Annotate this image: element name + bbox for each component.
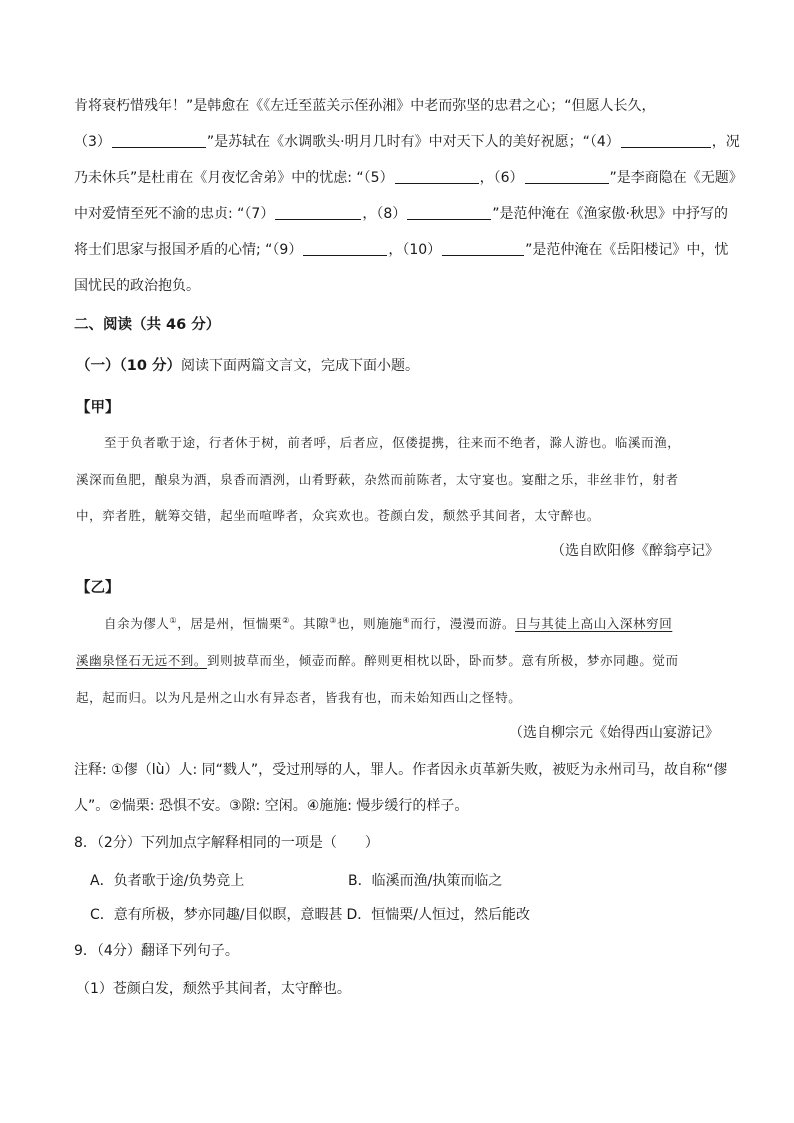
passage-yi-line-3: 起，起而归。以为凡是州之山水有异态者，皆我有也，而未始知西山之怪特。 [76,690,522,705]
option-a[interactable]: A．负者歌于途/负势竞上 [90,873,245,889]
poetry-line-5: 将士们思家与报国矛盾的心情; “（9） ，（10） ”是范仲淹在《岳阳楼记》中，忧 [74,242,729,258]
note-marker-4: ④ [402,615,411,625]
answer-blank-4[interactable] [621,133,711,148]
question-9-sentence-1: （1）苍颜白发，颓然乎其间者，太守醉也。 [76,981,351,997]
passage-jia-label: 【甲】 [76,400,120,416]
underlined-sentence-part-2: 溪幽泉怪石无远不到。 [76,653,208,668]
subsection-heading: （一）（10 分）阅读下面两篇文言文，完成下面小题。 [76,358,419,374]
answer-blank-5[interactable] [395,169,479,184]
poetry-line-1: 肯将衰朽惜残年！”是韩愈在《《左迁至蓝关示侄孙湘》中老而弥坚的忠君之心；“但愿人长久， [74,98,656,114]
poetry-line-4: 中对爱情至死不渝的忠贞: “（7） ，（8） ”是范仲淹在《渔家傲·秋思》中抒写的 [74,206,728,222]
question-9-stem: 9．（4分）翻译下列句子。 [74,943,239,959]
section-title: 二、阅读（共 46 分） [74,317,221,333]
note-marker-2: ② [282,615,290,625]
option-b[interactable]: B．临溪而渔/执策而临之 [348,873,503,889]
note-marker-3: ③ [329,615,337,625]
option-d[interactable]: D．恒惴栗/人恒过，然后能改 [346,907,530,923]
question-8-options-row-1 [90,871,734,891]
passage-yi-line-2: 溪幽泉怪石无远不到。到则披草而坐，倾壶而醉。醉则更相枕以卧，卧而梦。意有所极，梦亦同趣。觉而 [76,653,679,668]
question-8-stem: 8．（2分）下列加点字解释相同的一项是（ ） [74,835,379,851]
passage-yi-line-1: 自余为僇人①，居是州，恒惴栗②。其隙③也，则施施④而行，漫漫而游。日与其徒上高山入深林穷回 [104,615,673,631]
answer-blank-6[interactable] [525,169,609,184]
poetry-line-6: 国忧民的政治抱负。 [74,278,200,294]
answer-blank-7[interactable] [275,205,361,220]
question-8-options-row-2 [90,905,734,925]
passage-yi-source: （选自柳宗元《始得西山宴游记》 [509,725,719,741]
option-c[interactable]: C．意有所极，梦亦同趣/目似瞑，意暇甚 [90,907,343,923]
underlined-sentence-part-1: 日与其徒上高山入深林穷回 [515,616,673,631]
passage-jia-line-1: 至于负者歌于途，行者休于树，前者呼，后者应，伛偻提携，往来而不绝者，滁人游也。临溪而渔， [104,435,681,450]
poetry-line-2: （3） ”是苏轼在《水调歌头·明月几时有》中对天下人的美好祝愿；“（4） ，况 [74,134,740,150]
answer-blank-3[interactable] [112,133,206,148]
notes-line-2: 人”。②惴栗: 恐惧不安。③隙: 空闲。④施施: 慢步缓行的样子。 [74,798,469,814]
passage-jia-line-2: 溪深而鱼肥，酿泉为酒，泉香而酒洌，山肴野蔌，杂然而前陈者，太守宴也。宴酣之乐，非丝非竹，射者 [76,472,679,487]
notes-line-1: 注释: ①僇（lù）人: 同“戮人”，受过刑辱的人，罪人。作者因永贞革新失败，被贬为永州司马，故自称“僇 [74,762,728,778]
answer-blank-10[interactable] [442,241,524,256]
poetry-line-3: 乃未休兵”是杜甫在《月夜忆舍弟》中的忧虑: “（5） ，（6） ”是李商隐在《无题》 [74,170,743,186]
passage-jia-source: （选自欧阳修《醉翁亭记》 [551,543,719,559]
answer-blank-8[interactable] [407,205,491,220]
note-marker-1: ① [169,615,178,625]
passage-jia-line-3: 中，弈者胜，觥筹交错，起坐而喧哗者，众宾欢也。苍颜白发，颓然乎其间者，太守醉也。 [76,508,601,523]
answer-blank-9[interactable] [303,241,387,256]
passage-yi-label: 【乙】 [76,580,120,596]
